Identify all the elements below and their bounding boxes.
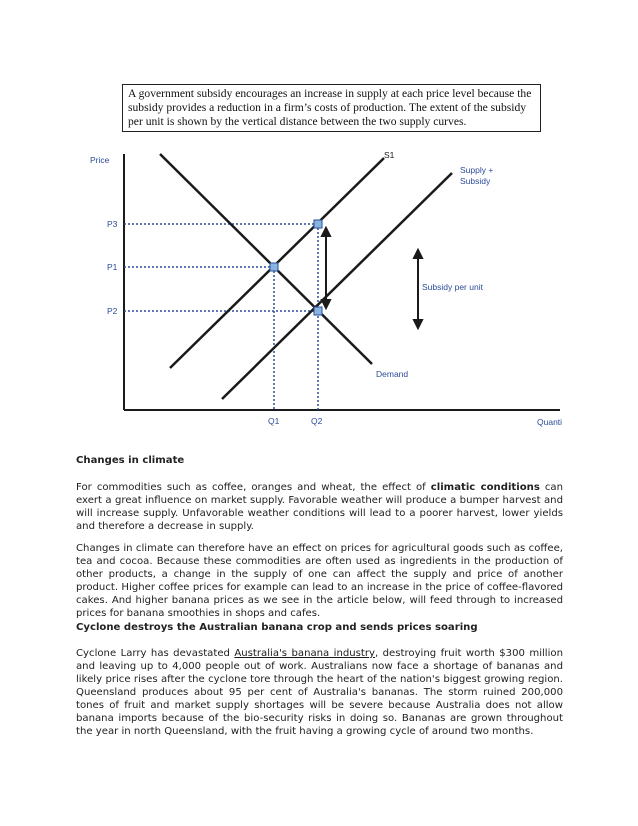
equilibrium-point-p1 [270, 263, 278, 271]
subsidy-per-unit-label: Subsidy per unit [422, 282, 483, 292]
equilibrium-point-p2 [314, 307, 322, 315]
subsidy-diagram [0, 140, 638, 440]
demand-curve [160, 154, 372, 364]
australia-banana-industry-link[interactable]: Australia's banana industry [234, 648, 376, 659]
subsidy-gap-arrowhead-up [322, 228, 330, 236]
section-heading-climate: Changes in climate [76, 455, 185, 466]
climate-paragraph-2 [76, 542, 563, 620]
price-axis-label: Price [90, 155, 110, 165]
s1-label: S1 [384, 150, 395, 160]
supply-subsidy-label-line2: Subsidy [460, 176, 491, 186]
subsidy-gap-arrowhead-down [322, 300, 330, 308]
q1-label: Q1 [268, 416, 280, 426]
demand-label: Demand [376, 369, 409, 379]
climate-p1-end: can exert a great influence on market supply. Favorable weather will produce a bumper harvest and will increase supply. Unfavorable weather conditions will lead to a poorer harvest, lower yields and therefore a decrease in supply. [76, 482, 564, 532]
equilibrium-point-p3 [314, 220, 322, 228]
subsidy-per-unit-arrowhead-down [414, 320, 422, 328]
supply-subsidy-label-line1: Supply + [460, 165, 494, 175]
q2-label: Q2 [311, 416, 323, 426]
cyclone-paragraph [76, 647, 563, 738]
section-heading-cyclone: Cyclone destroys the Australian banana crop and sends prices soaring [76, 622, 478, 633]
figure-caption: A government subsidy encourages an increase in supply at each price level because the subsidy provides a reduction in a firm’s costs of production. The extent of the subsidy per unit is shown by the vertical distance between the two supply curves. [122, 84, 541, 132]
climate-paragraph-2-text: Changes in climate can therefore have an effect on prices for agricultural goods such as coffee, tea and cocoa. Because these commodities are often used as ingredients in the production of other products, a change in the supply of one can affect the supply and price of another product. Higher coffee prices for example can lead to an increase in the price of coffee-flavored cakes. And higher banana prices as we see in the article below, will feed through to increased prices for banana smoothies in shops and cafes. [76, 543, 563, 619]
cyclone-paragraph-text [76, 647, 563, 738]
climate-p1-start: For commodities such as coffee, oranges and wheat, the effect of [76, 482, 431, 493]
cyclone-p-end: , destroying fruit worth $300 million and leaving up to 4,000 people out of work. Australians now face a shortage of bananas and likely price rises after the cyclone tore through the heart of the nation's biggest growing region. Queensland produces about 95 per cent of Australia's bananas. The storm ruined 200,000 tones of fruit and market supply shortages will be severe because Australia does not allow banana imports because of the bio-security risks in doing so. Bananas are grown throughout the year in north Queensland, with the fruit having a growing cycle of around two months. [76, 648, 563, 737]
cyclone-p-start: Cyclone Larry has devastated [76, 648, 235, 659]
p3-label: P3 [107, 219, 118, 229]
p2-label: P2 [107, 306, 118, 316]
quantity-axis-label: Quanti [537, 417, 563, 427]
climate-paragraph-1-text [76, 481, 563, 533]
subsidy-per-unit-arrowhead-up [414, 250, 422, 258]
climate-paragraph-1 [76, 481, 563, 533]
p1-label: P1 [107, 262, 118, 272]
climatic-conditions-term: climatic conditions [430, 482, 540, 493]
